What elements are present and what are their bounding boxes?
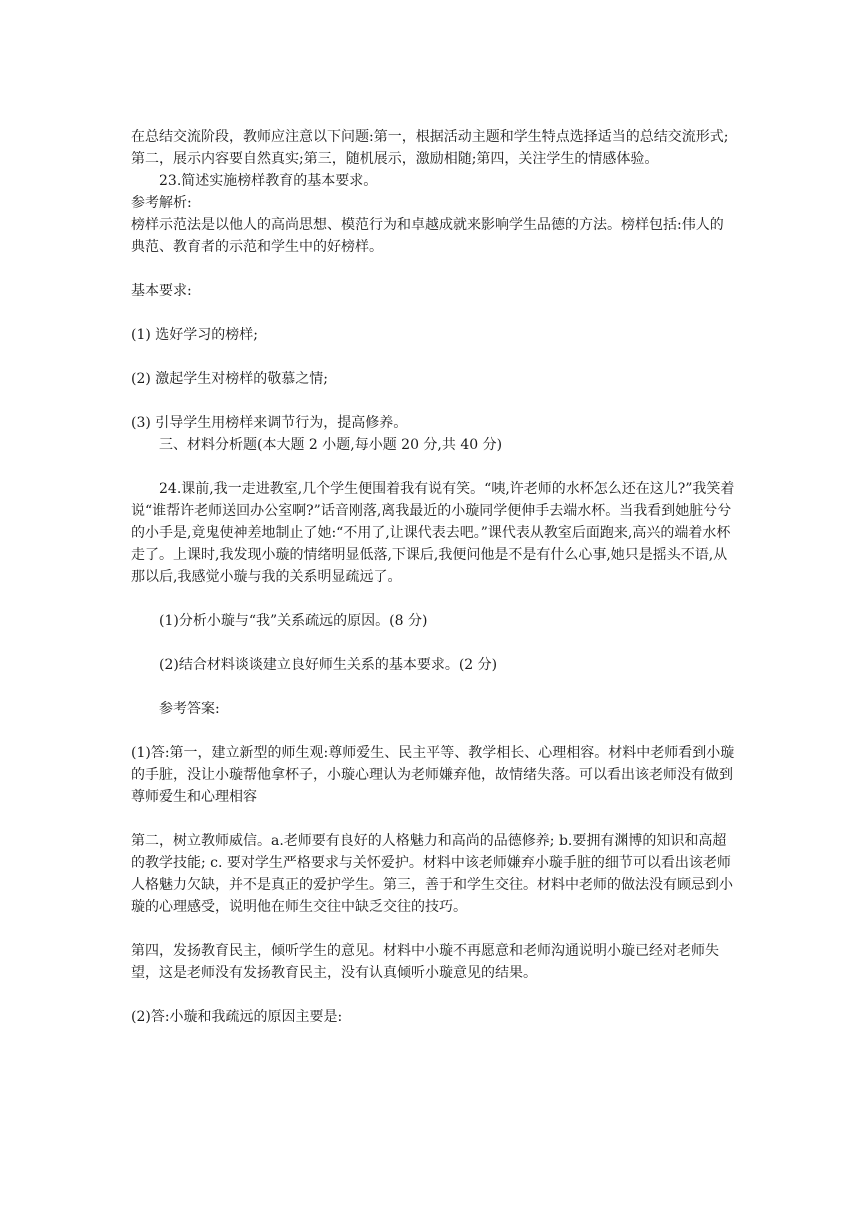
requirement-item-3: (3) 引导学生用榜样来调节行为，提高修养。 — [131, 415, 408, 431]
summary-stage-paragraph: 在总结交流阶段，教师应注意以下问题:第一，根据活动主题和学生特点选择适当的总结交流形式;第二，展示内容要自然真实;第三，随机展示，激励相随;第四，关注学生的情感体验。 — [131, 129, 729, 167]
reference-answer-label: 参考答案: — [159, 701, 220, 717]
role-model-definition: 榜样示范法是以他人的高尚思想、模范行为和卓越成就来影响学生品德的方法。榜样包括:伟人的典范、教育者的示范和学生中的好榜样。 — [131, 217, 724, 255]
requirement-item-1: (1) 选好学习的榜样; — [131, 327, 258, 343]
section-three-heading: 三、材料分析题(本大题 2 小题,每小题 20 分,共 40 分) — [159, 437, 503, 453]
document-body — [131, 126, 737, 1028]
sub-question-2: (2)结合材料谈谈建立良好师生关系的基本要求。(2 分) — [159, 657, 498, 673]
question-23: 23.简述实施榜样教育的基本要求。 — [159, 173, 378, 189]
sub-question-1: (1)分析小璇与“我”关系疏远的原因。(8 分) — [159, 613, 428, 629]
question-24-material: 24.课前,我一走进教室,几个学生便围着我有说有笑。“咦,许老师的水杯怎么还在这儿?”我笑着说“谁帮许老师送回办公室啊?”话音刚落,离我最近的小璇同学便伸手去端水杯。当我看到她脏兮兮的小手是,竟鬼使神差地制止了她:“不用了,让课代表去吧。”课代表从教室后面跑来,高兴的端着水杯走了。上课时,我发现小璇的情绪明显低落,下课后,我便问他是不是有什么心事,她只是摇头不语,从那以后,我感觉小璇与我的关系明显疏远了。 — [131, 481, 735, 585]
answer-2-start: (2)答:小璇和我疏远的原因主要是: — [131, 1009, 343, 1025]
answer-1-first-point: (1)答:第一，建立新型的师生观:尊师爱生、民主平等、教学相长、心理相容。材料中老师看到小璇的手脏，没让小璇帮他拿杯子，小璇心理认为老师嫌弃他，故情绪失落。可以看出该老师没有做到尊师爱生和心理相容 — [131, 745, 735, 805]
reference-analysis-label: 参考解析: — [131, 195, 192, 211]
answer-1-second-third-points: 第二，树立教师威信。a.老师要有良好的人格魅力和高尚的品德修养; b.要拥有渊博的知识和高超的教学技能; c. 要对学生严格要求与关怀爱护。材料中该老师嫌弃小璇手脏的细节可以看出该老师人格魅力欠缺，并不是真正的爱护学生。第三，善于和学生交往。材料中老师的做法没有顾忌到小璇的心理感受，说明他在师生交往中缺乏交往的技巧。 — [131, 833, 733, 915]
requirement-item-2: (2) 激起学生对榜样的敬慕之情; — [131, 371, 328, 387]
answer-1-fourth-point: 第四，发扬教育民主，倾听学生的意见。材料中小璇不再愿意和老师沟通说明小璇已经对老师失望，这是老师没有发扬教育民主，没有认真倾听小璇意见的结果。 — [131, 943, 719, 981]
basic-requirements-heading: 基本要求: — [131, 283, 192, 299]
